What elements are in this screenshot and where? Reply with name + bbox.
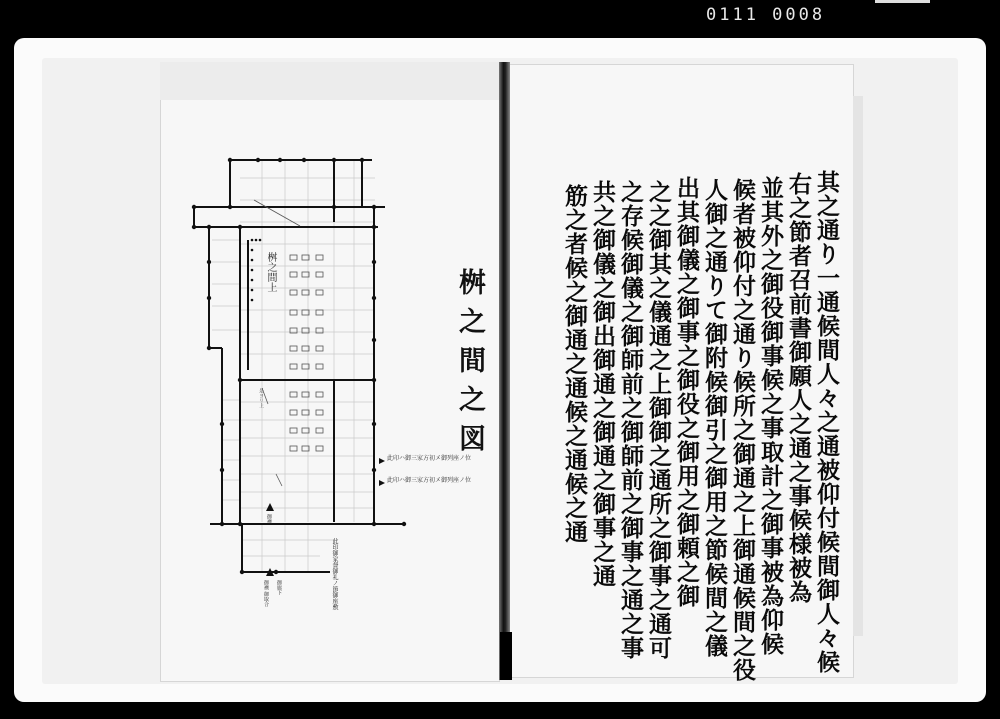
plan-note-right-2: 此印ハ御三家方初メ御列座ノ位 — [387, 477, 472, 484]
seating-marks — [254, 200, 323, 486]
text-column-8: 之存候御儀之御師前之御師前之御事之通之事 — [617, 180, 644, 660]
text-column-7: 之之御其之儀通之上御御之通所之御事之通可 — [645, 180, 672, 660]
plan-note-bottom-3: 御襖 御取合 — [263, 580, 269, 607]
text-column-1: 其之通り一通候間人々之通被仰付候間御人々候 — [813, 170, 840, 674]
text-column-6: 出其御儀之御事之御役之御用之御頼之御 — [673, 176, 700, 608]
plan-note-bottom-1: 此印御家督御礼ノ節御座敷 — [331, 538, 338, 610]
plan-annotation-mid: 是ヨリ上 — [258, 388, 264, 408]
plan-grid — [212, 160, 375, 572]
plan-note-right-1: 此印ハ御三家方初メ御列座ノ位 — [387, 455, 472, 462]
frame-number: 0111 0008 — [706, 5, 826, 25]
diagram-title: 桝之間之図 — [454, 268, 485, 463]
plan-markers — [266, 458, 385, 576]
text-column-10: 筋之者候之御通之通候之通候之通 — [561, 184, 588, 544]
text-column-9: 共之御儀之御出御通之御通之御事之通 — [589, 180, 616, 588]
text-column-2: 右之節者召前書御願人之通之事候様被為 — [785, 172, 812, 604]
room-label: 桝之間上 — [265, 252, 276, 292]
text-column-3: 並其外之御役御事候之事取計之御事被為仰候 — [757, 176, 784, 656]
text-column-5: 人御之通りて御附候御引之御用之節候間之儀 — [701, 178, 728, 658]
plan-note-bottom-2: 御襖 — [266, 514, 272, 524]
text-column-4: 候者被仰付之通り候所之御通之上御通候間之役 — [729, 178, 756, 682]
plan-note-bottom-4: 御廊下 — [276, 580, 282, 595]
